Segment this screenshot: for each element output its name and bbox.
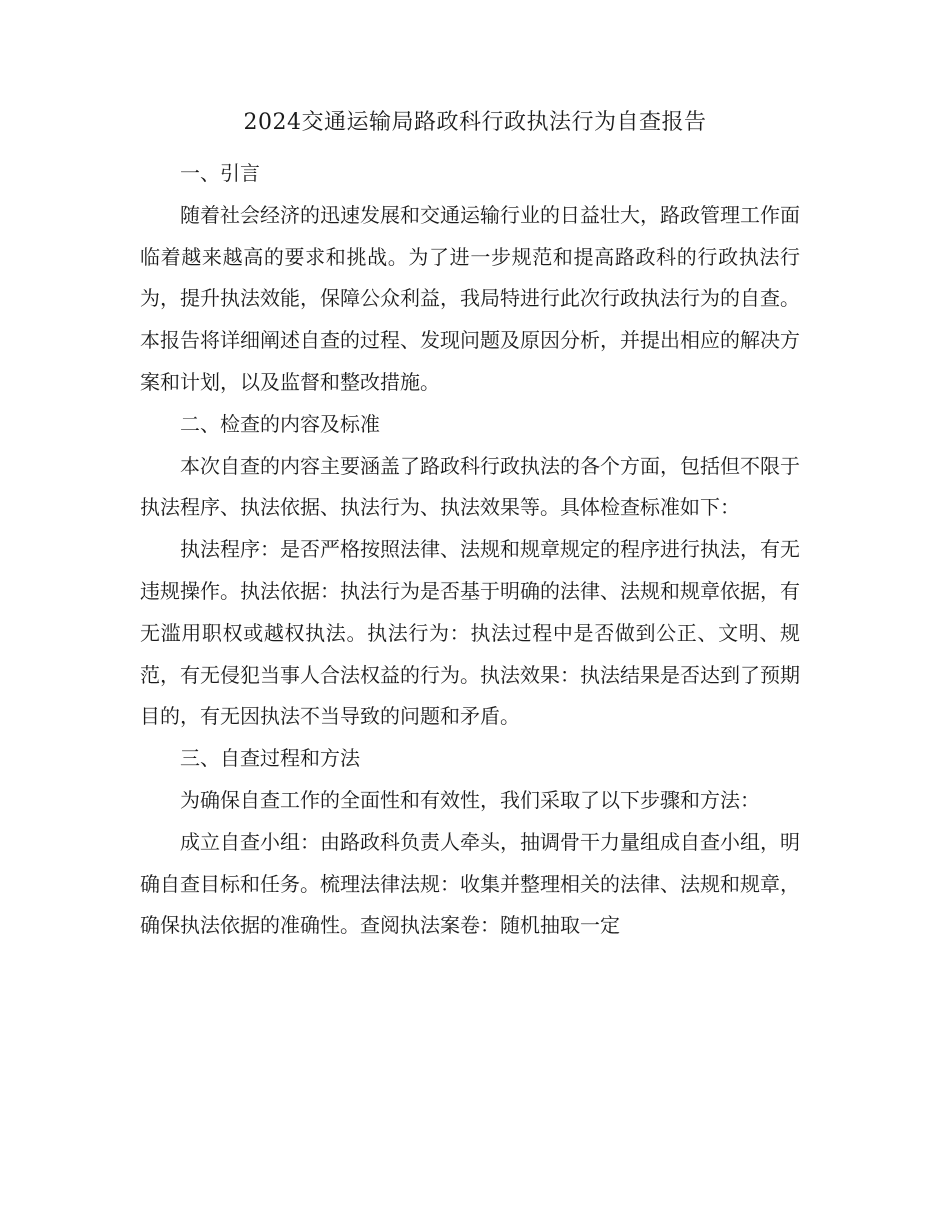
document-title: 2024交通运输局路政科行政执法行为自查报告 — [243, 110, 707, 135]
paragraph-process-steps: 成立自查小组：由路政科负责人牵头，抽调骨干力量组成自查小组，明确自查目标和任务。梳理法律法规：收集并整理相关的法律、法规和规章，确保执法依据的准确性。查阅执法案卷：随机抽取一定 — [140, 829, 800, 938]
section-heading-introduction: 一、引言 — [180, 161, 260, 185]
section-heading-process-methods: 三、自查过程和方法 — [180, 746, 360, 771]
document-body — [140, 153, 800, 947]
paragraph-process-intro: 为确保自查工作的全面性和有效性，我们采取了以下步骤和方法： — [180, 787, 760, 812]
section-heading-inspection-content: 二、检查的内容及标准 — [180, 411, 380, 436]
paragraph-inspection-standards: 执法程序：是否严格按照法律、法规和规章规定的程序进行执法，有无违规操作。执法依据：执法行为是否基于明确的法律、法规和规章依据，有无滥用职权或越权执法。执法行为：执法过程中是否做到公正、文明、规范，有无侵犯当事人合法权益的行为。执法效果：执法结果是否达到了预期目的，有无因执法不当导致的问题和矛盾。 — [140, 537, 800, 729]
paragraph-introduction: 随着社会经济的迅速发展和交通运输行业的日益壮大，路政管理工作面临着越来越高的要求和挑战。为了进一步规范和提高路政科的行政执法行为，提升执法效能，保障公众利益，我局特进行此次行政执法行为的自查。本报告将详细阐述自查的过程、发现问题及原因分析，并提出相应的解决方案和计划，以及监督和整改措施。 — [140, 202, 800, 394]
paragraph-inspection-scope: 本次自查的内容主要涵盖了路政科行政执法的各个方面，包括但不限于执法程序、执法依据、执法行为、执法效果等。具体检查标准如下： — [140, 453, 800, 520]
